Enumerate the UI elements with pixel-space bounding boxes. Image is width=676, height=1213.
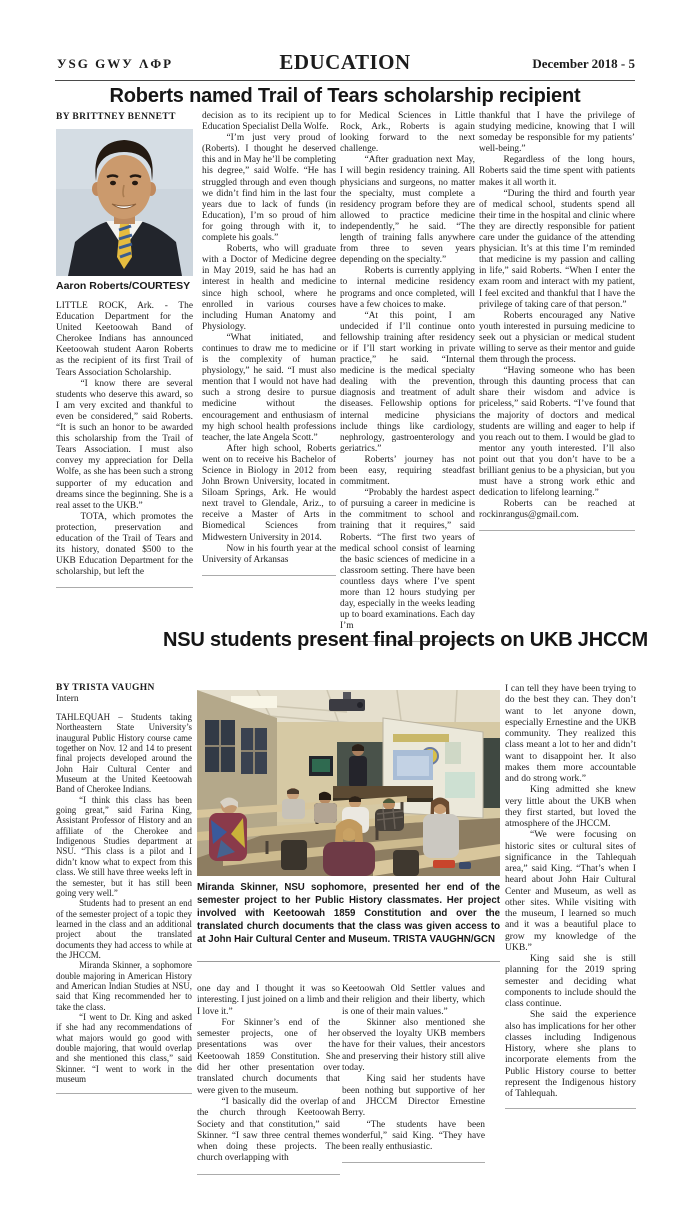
section-title: EDUCATION bbox=[279, 50, 411, 74]
article1-headline: Roberts named Trail of Tears scholarship recipient bbox=[109, 85, 581, 107]
issue-date: December 2018 - 5 bbox=[532, 56, 635, 71]
column-end-rule bbox=[56, 1093, 192, 1094]
article1-column-2 bbox=[202, 111, 336, 576]
column-end-rule bbox=[479, 530, 635, 531]
classroom-photo-graphic bbox=[197, 690, 500, 876]
article1-column-3 bbox=[340, 111, 475, 642]
column-end-rule bbox=[202, 575, 336, 576]
column-end-rule bbox=[56, 587, 193, 588]
article1-column-1-text: LITTLE ROCK, Ark. - The Education Department for the United Keetoowah Band of Cherokee Indians has announced Keetoowah student Aaron Roberts as the recipient of its first Trail of Tears Association Scholarship. “I know there are several students who deserve this award, so I am very excited and thankful to even be considered,” said Roberts. “It is such an honor to be awarded this scholarship from the Trail of Tears Association. I must also convey my appreciation for Della Wolfe, as she has been such a strong supporter of my education and dreams since the beginning. She is a real asset to the UKB.” TOTA, which promotes the protection, preservation and education of the Trail of Tears and its history, donated $500 to the UKB Education Department for the scholarship, but left the bbox=[56, 301, 193, 578]
column-end-rule bbox=[505, 1108, 636, 1109]
article2-byline bbox=[56, 683, 192, 704]
article2-column-mid2-text: Keetoowah Old Settler values and their religion and their liberty, which is one of their main values.” Skinner also mentioned she observed the loyalty UKB members have for their values, their ancestors and preserving their history still alive today. King said her students have been nothing but supportive of her and JHCCM Director Ernestine Berry. “The students have been wonderful,” said King. “They have been really enthusiastic. bbox=[342, 984, 485, 1153]
article2-column-right-text: I can tell they have been trying to do the best they can. They don’t want to let anyone down, especially Ernestine and the UKB community. They realized this class meant a lot to her and didn’t want to disappoint her. It also makes them more accountable and do strong work.” King admitted she knew very little about the UKB when they first started, but loved the atmosphere of the JHCCM. “We were focusing on historic sites or cultural sites of significance in the Tahlequah area,” said King. “That’s when I heard about John Hair Cultural Center and Museum, as well as other sites. While visiting with the museum, I learned so much and it was a beautiful place to grow my knowledge of the UKB.” King said she is still planning for the 2019 spring semester and deciding what components to include should the class continue. She said the experience also has implications for her other classes including Indigenous History, where she plans to incorporate elements from the Public History course to better represent the Indigenous history of Tahlequah. bbox=[505, 683, 636, 1099]
article2-column-mid1-text: one day and I thought it was so interesting. I just joined on a limb and I love it.” For Skinner’s end of the semester projects, one of her presentations was over the Keetoowah 1859 Constitution. She did her other presentation over translated church documents that were given to the museum. “I basically did the overlap of the church through Keetoowah Society and that constitution,” said Skinner. “I saw three central themes when doing these projects. The church overlapping with bbox=[197, 984, 340, 1164]
column-end-rule bbox=[342, 1162, 485, 1163]
article2-byline-role: Intern bbox=[56, 694, 79, 704]
article1-column-4 bbox=[479, 111, 635, 531]
article1-column-4-text: thankful that I have the privilege of studying medicine, knowing that I will someday be responsible for my patients’ well-being.” Regardless of the long hours, Roberts said the time spent with patients makes it all worth it. “During the third and fourth year of medical school, students spend all their time in the hospital and clinic where they are directly responsible for patient care under the guidance of the attending physician. It’s at this time I’m reminded that medicine is my passion and calling in life,” said Roberts. “When I enter the exam room and interact with my patient, I feel excited and thankful that I have the privilege of taking care of that person.” Roberts encouraged any Native youth interested in pursuing medicine to seek out a physician or medical student willing to serve as their mentor and guide them through the process. “Having someone who has been through this daunting process that can share their wisdom and advice is priceless,” said Roberts. “I’ve found that the majority of doctors and medical students are willing and eager to help if you reach out to them. I would be glad to mentor any youth interested. I’ll also point out that you don’t have to be a brilliant genius to be a physician, but you must have a strong work ethic and dedication to lifelong learning.” Roberts can be reached at rockinrangus@gmail.com. bbox=[479, 111, 635, 521]
header-rule bbox=[55, 80, 635, 81]
article2-column-left bbox=[56, 683, 192, 1094]
article2-column-mid1 bbox=[197, 984, 340, 1175]
classroom-caption: Miranda Skinner, NSU sophomore, presented her end of the semester project to her Public History classmates. Her project involved with Keetoowah 1859 Constitution and over the translated church documents that the class was given access to at John Hair Cultural Center and Museum. TRISTA VAUGHN/GCN bbox=[197, 882, 500, 962]
portrait-photo-graphic bbox=[56, 129, 193, 276]
article1-byline: BY BRITTNEY BENNETT bbox=[56, 112, 176, 122]
column-end-rule bbox=[197, 1174, 340, 1175]
article2-byline-name: BY TRISTA VAUGHN bbox=[56, 683, 155, 693]
portrait-photo bbox=[56, 129, 193, 276]
portrait-caption: Aaron Roberts/COURTESY bbox=[56, 280, 191, 292]
article2-headline: NSU students present final projects on UKB JHCCM bbox=[163, 629, 648, 651]
article2-column-mid2 bbox=[342, 984, 485, 1163]
article1-column-1 bbox=[56, 112, 193, 588]
article1-column-2-text: decision as to its recipient up to Education Specialist Della Wolfe. “I’m just very proud of (Roberts). I thought he deserved this and in May he’ll be completing his degree,” said Wolfe. “He has struggled through and even though we didn’t find him in the last four years due to lack of funds (in Education), I’m so proud of him for going through with it, to complete his goals.” Roberts, who will graduate with a Doctor of Medicine degree in May 2019, said he has had an interest in health and medicine since high school, where he enrolled in various courses including Human Anatomy and Physiology. “What initiated, and continues to draw me to medicine is the complexity of human physiology,” he said. “I must also mention that I would not have had such a strong desire to pursue medicine without the encouragement and enthusiasm of my high school health professions teacher, the late Angela Scott.” After high school, Roberts went on to receive his Bachelor of Science in Biology in 2012 from John Brown University, located in Siloam Springs, Ark. He would next travel to Glendale, Ariz., to receive a Master of Arts in Biomedical Sciences from Midwestern University in 2014. Now in his fourth year at the University of Arkansas bbox=[202, 111, 336, 565]
article2-column-left-text: TAHLEQUAH – Students taking Northeastern State University’s inaugural Public History course came together on Nov. 12 and 14 to present final projects developed around the John Hair Cultural Center and Museum at the United Keetoowah Band of Cherokee Indians. “I think this class has been going great,” said Farina King, Assistant Professor of History and an affiliate of the Cherokee and Indigenous Studies department at NSU. “This class is a pilot and I didn’t know what to expect from this class. We still have three weeks left in the semester, but it has still been going very well.” Students had to present an end of the semester project of a topic they learned in the class and an additional project about the translated documents they had access to while at the JHCCM. Miranda Skinner, a sophomore double majoring in American History and American Indian Studies at NSU, said that King recommended her to take the class. “I went to Dr. King and asked if she had any recommendations of what majors would go good with double majoring, that would overlap and she mentioned this class,” said Skinner. “I went to work in the museum bbox=[56, 712, 192, 1085]
classroom-photo bbox=[197, 690, 500, 876]
article1-column-3-text: for Medical Sciences in Little Rock, Ark., Roberts is again looking forward to the next challenge. “After graduation next May, I will begin residency training. All physicians and surgeons, no matter the specialty, must complete a residency program before they are allowed to practice medicine independently,” he said. “The length of training falls anywhere from three to seven years depending on the specialty.” Roberts is currently applying to internal medicine residency programs and once completed, will have a few choices to make. “At this point, I am undecided if I’ll continue onto fellowship training after residency or if I’ll start working in private practice,” he said. “Internal medicine is the medical specialty dealing with the prevention, diagnosis and treatment of adult diseases. Fellowship options for internal medicine physicians include things like cardiology, nephrology, gastroenterology and geriatrics.” Roberts’ journey has not been easy, requiring steadfast commitment. “Probably the hardest aspect of pursuing a career in medicine is the commitment to school and training that it requires,” said Roberts. “The first two years of medical school consist of learning the basic sciences of medicine in a classroom setting. There have been countless days where I’ve spent more than 12 hours studying per day, especially in the weeks leading up to board examinations. Each day I’m bbox=[340, 111, 475, 632]
masthead-syllabary: УSG GWУ ΛΦP bbox=[57, 56, 174, 71]
article2-column-right bbox=[505, 683, 636, 1109]
